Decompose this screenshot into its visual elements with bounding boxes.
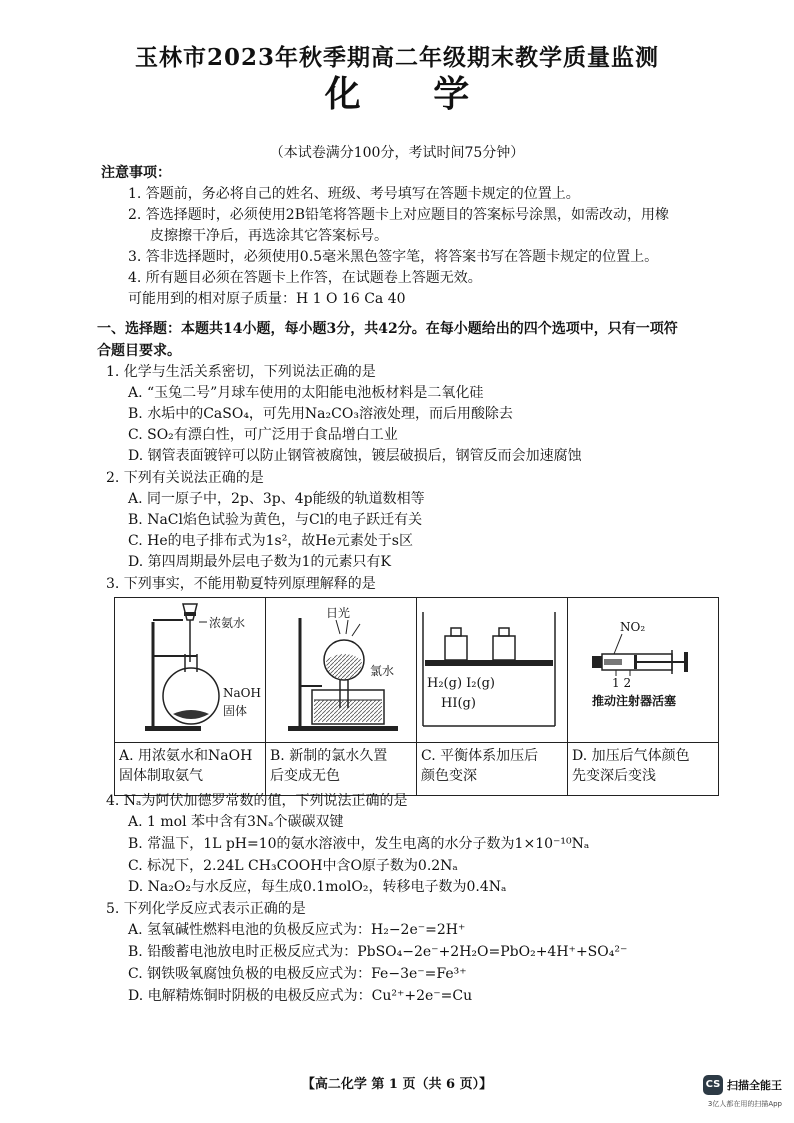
q5-option-c: C. 钢铁吸氧腐蚀负极的电极反应式为：Fe−3e⁻=Fe³⁺ bbox=[128, 966, 467, 982]
q1-option-c: C. SO₂有漂白性，可广泛用于食品增白工业 bbox=[128, 427, 398, 443]
q3-option-d bbox=[568, 743, 719, 796]
q5-stem: 5. 下列化学反应式表示正确的是 bbox=[106, 901, 306, 917]
note-item: 1. 答题前，务必将自己的姓名、班级、考号填写在答题卡规定的位置上。 bbox=[128, 186, 580, 202]
q3-option-a bbox=[115, 743, 266, 796]
q2-option-c: C. He的电子排布式为1s²，故He元素处于s区 bbox=[128, 533, 413, 549]
q1-option-b: B. 水垢中的CaSO₄，可先用Na₂CO₃溶液处理，而后用酸除去 bbox=[128, 406, 513, 422]
q4-stem: 4. Nₐ为阿伏加德罗常数的值，下列说法正确的是 bbox=[106, 793, 408, 809]
label-sunlight: 日光 bbox=[326, 606, 351, 620]
q3-option-a-line2: 固体制取氨气 bbox=[119, 768, 203, 784]
note-item: 2. 答选择题时，必须使用2B铅笔将答题卡上对应题目的答案标号涂黑，如需改动，用橡 bbox=[128, 207, 670, 223]
q4-option-c: C. 标况下，2.24L CH₃COOH中含O原子数为0.2Nₐ bbox=[128, 858, 458, 874]
syringe-icon bbox=[568, 598, 718, 738]
scanner-tagline: 3亿人都在用的扫描App bbox=[707, 1100, 782, 1108]
q3-option-b bbox=[266, 743, 417, 796]
q3-image-b bbox=[266, 598, 417, 743]
q3-image-d bbox=[568, 598, 719, 743]
q3-options-table bbox=[114, 597, 719, 796]
q3-option-b-line1: B. 新制的氯水久置 bbox=[270, 748, 388, 764]
note-item: 皮擦擦干净后，再选涂其它答案标号。 bbox=[150, 228, 388, 244]
camscanner-logo-icon: CS bbox=[703, 1075, 723, 1095]
q3-option-c-line1: C. 平衡体系加压后 bbox=[421, 748, 539, 764]
q3-image-a bbox=[115, 598, 266, 743]
q2-stem: 2. 下列有关说法正确的是 bbox=[106, 470, 264, 486]
label-conc-ammonia: 浓氨水 bbox=[209, 616, 246, 630]
label-no2: NO₂ bbox=[620, 620, 646, 634]
q3-option-b-line2: 后变成无色 bbox=[270, 768, 340, 784]
q1-option-a: A. “玉兔二号”月球车使用的太阳能电池板材料是二氧化硅 bbox=[128, 385, 484, 401]
label-h2-i2: H₂(g) I₂(g) bbox=[427, 676, 495, 691]
q5-option-d: D. 电解精炼铜时阴极的电极反应式为：Cu²⁺+2e⁻=Cu bbox=[128, 988, 473, 1004]
q4-option-d: D. Na₂O₂与水反应，每生成0.1molO₂，转移电子数为0.4Nₐ bbox=[128, 879, 507, 895]
q3-stem: 3. 下列事实，不能用勒夏特列原理解释的是 bbox=[106, 576, 376, 592]
page-footer: 【高二化学 第 1 页（共 6 页）】 bbox=[301, 1077, 493, 1092]
q3-option-c bbox=[417, 743, 568, 796]
exam-title: 玉林市2023年秋季期高二年级期末教学质量监测 bbox=[134, 44, 659, 71]
label-hi: HI(g) bbox=[441, 696, 476, 711]
note-item: 4. 所有题目必须在答题卡上作答，在试题卷上答题无效。 bbox=[128, 270, 482, 286]
label-naoh: NaOH bbox=[223, 686, 261, 700]
q4-option-a: A. 1 mol 苯中含有3Nₐ个碳碳双键 bbox=[128, 814, 344, 830]
q3-option-a-line1: A. 用浓氨水和NaOH bbox=[119, 748, 253, 764]
label-solid: 固体 bbox=[223, 704, 248, 718]
notes-heading: 注意事项： bbox=[101, 165, 171, 181]
q3-option-d-line1: D. 加压后气体颜色 bbox=[572, 748, 690, 764]
scanner-watermark bbox=[703, 1075, 782, 1095]
scanner-app-name: 扫描全能王 bbox=[727, 1079, 782, 1092]
q3-option-d-line2: 先变深后变浅 bbox=[572, 768, 656, 784]
section-heading-cont: 合题目要求。 bbox=[97, 343, 181, 359]
equilibrium-container-icon bbox=[417, 598, 567, 738]
q5-option-b: B. 铅酸蓄电池放电时正极反应式为：PbSO₄−2e⁻+2H₂O=PbO₂+4H⁺+SO₄²⁻ bbox=[128, 944, 628, 960]
q4-option-b: B. 常温下，1L pH=10的氨水溶液中，发生电离的水分子数为1×10⁻¹⁰Nₐ bbox=[128, 836, 590, 852]
q1-stem: 1. 化学与生活关系密切，下列说法正确的是 bbox=[106, 364, 376, 380]
label-push-piston: 推动注射器活塞 bbox=[592, 694, 677, 708]
atomic-masses: 可能用到的相对原子质量：H 1 O 16 Ca 40 bbox=[128, 291, 406, 307]
q5-option-a: A. 氢氧碱性燃料电池的负极反应式为：H₂−2e⁻=2H⁺ bbox=[128, 922, 466, 938]
q2-option-a: A. 同一原子中，2p、3p、4p能级的轨道数相等 bbox=[128, 491, 425, 507]
note-item: 3. 答非选择题时，必须使用0.5毫米黑色签字笔，将答案书写在答题卡规定的位置上。 bbox=[128, 249, 659, 265]
q2-option-d: D. 第四周期最外层电子数为1的元素只有K bbox=[128, 554, 391, 570]
label-marks: 1 2 bbox=[612, 676, 632, 690]
q1-option-d: D. 钢管表面镀锌可以防止钢管被腐蚀，镀层破损后，钢管反而会加速腐蚀 bbox=[128, 448, 582, 464]
q3-option-c-line2: 颜色变深 bbox=[421, 768, 477, 784]
subject-title: 化 学 bbox=[324, 73, 500, 115]
label-chlorine-water: 氯水 bbox=[370, 664, 395, 678]
q3-image-c bbox=[417, 598, 568, 743]
exam-info: （本试卷满分100分，考试时间75分钟） bbox=[269, 145, 525, 161]
section-heading: 一、选择题：本题共14小题，每小题3分，共42分。在每小题给出的四个选项中，只有一项符 bbox=[97, 321, 678, 337]
q2-option-b: B. NaCl焰色试验为黄色，与Cl的电子跃迁有关 bbox=[128, 512, 423, 528]
